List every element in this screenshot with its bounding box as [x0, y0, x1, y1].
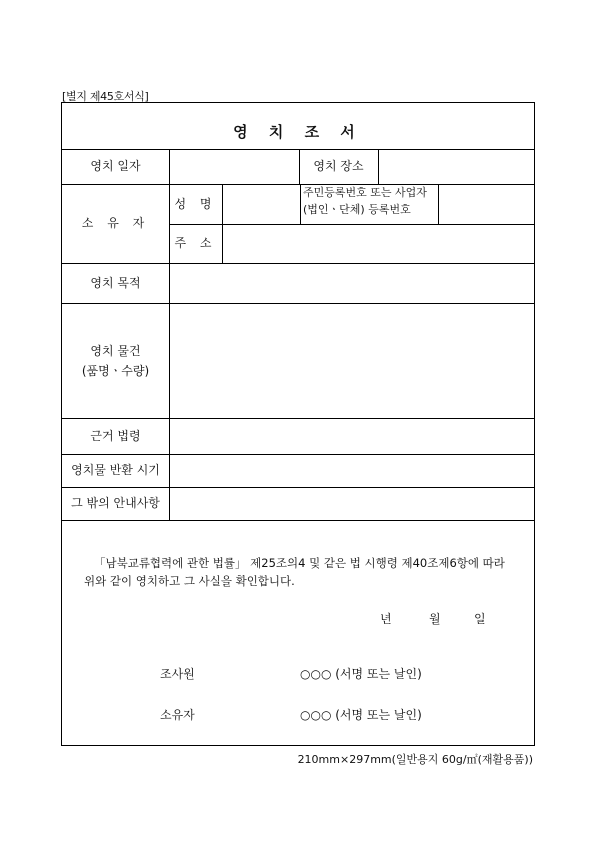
items-field[interactable]: [170, 304, 534, 418]
owner-signature-label: 소유자: [160, 708, 195, 722]
return-time-field[interactable]: [170, 455, 534, 487]
other-info-label: 그 밖의 안내사항: [71, 496, 160, 510]
statement-line-2: 위와 같이 영치하고 그 사실을 확인합니다.: [84, 574, 295, 588]
seizure-place-field[interactable]: [379, 150, 534, 184]
items-label-line2: (품명ㆍ수량): [81, 363, 150, 378]
id-number-label: [303, 184, 438, 224]
owner-label: 소 유 자: [81, 216, 150, 230]
return-time-label: 영치물 반환 시기: [71, 463, 160, 477]
owner-name-field[interactable]: [223, 185, 300, 224]
address-label: 주 소: [174, 236, 217, 250]
date-day-label: 일: [474, 612, 486, 626]
purpose-field[interactable]: [170, 264, 534, 303]
name-label: 성 명: [174, 196, 217, 211]
statement-line-1: 「남북교류협력에 관한 법률」 제25조의4 및 같은 법 시행령 제40조제6항에 따라: [94, 556, 505, 570]
owner-address-field[interactable]: [223, 225, 534, 263]
seizure-place-label: 영치 장소: [313, 159, 364, 173]
purpose-label: 영치 목적: [90, 275, 141, 290]
investigator-label: 조사원: [160, 667, 195, 681]
form-title: 영 치 조 서: [233, 123, 363, 141]
id-number-label-line2: (법인ㆍ단체) 등록번호: [303, 203, 411, 216]
id-number-field[interactable]: [439, 185, 534, 224]
items-label-line1: 영치 물건: [90, 343, 141, 358]
legal-basis-field[interactable]: [170, 419, 534, 454]
items-label: [62, 303, 169, 418]
seizure-date-label: 영치 일자: [90, 159, 141, 173]
seizure-record-form: [61, 102, 535, 746]
other-info-field[interactable]: [170, 488, 534, 520]
owner-signature[interactable]: ○○○ (서명 또는 날인): [300, 708, 422, 722]
paper-spec-footer: 210mm×297mm(일반용지 60g/㎡(재활용품)): [297, 753, 533, 766]
column-divider: [300, 184, 301, 224]
investigator-signature[interactable]: ○○○ (서명 또는 날인): [300, 667, 422, 681]
confirmation-statement: [84, 554, 524, 590]
row-divider: [62, 520, 534, 521]
legal-basis-label: 근거 법령: [90, 428, 141, 443]
id-number-label-line1: 주민등록번호 또는 사업자: [303, 186, 427, 199]
date-month-label: 월: [429, 612, 441, 626]
date-year-label: 년: [380, 612, 392, 626]
form-number-label: [별지 제45호서식]: [62, 90, 149, 103]
seizure-date-field[interactable]: [170, 150, 299, 184]
